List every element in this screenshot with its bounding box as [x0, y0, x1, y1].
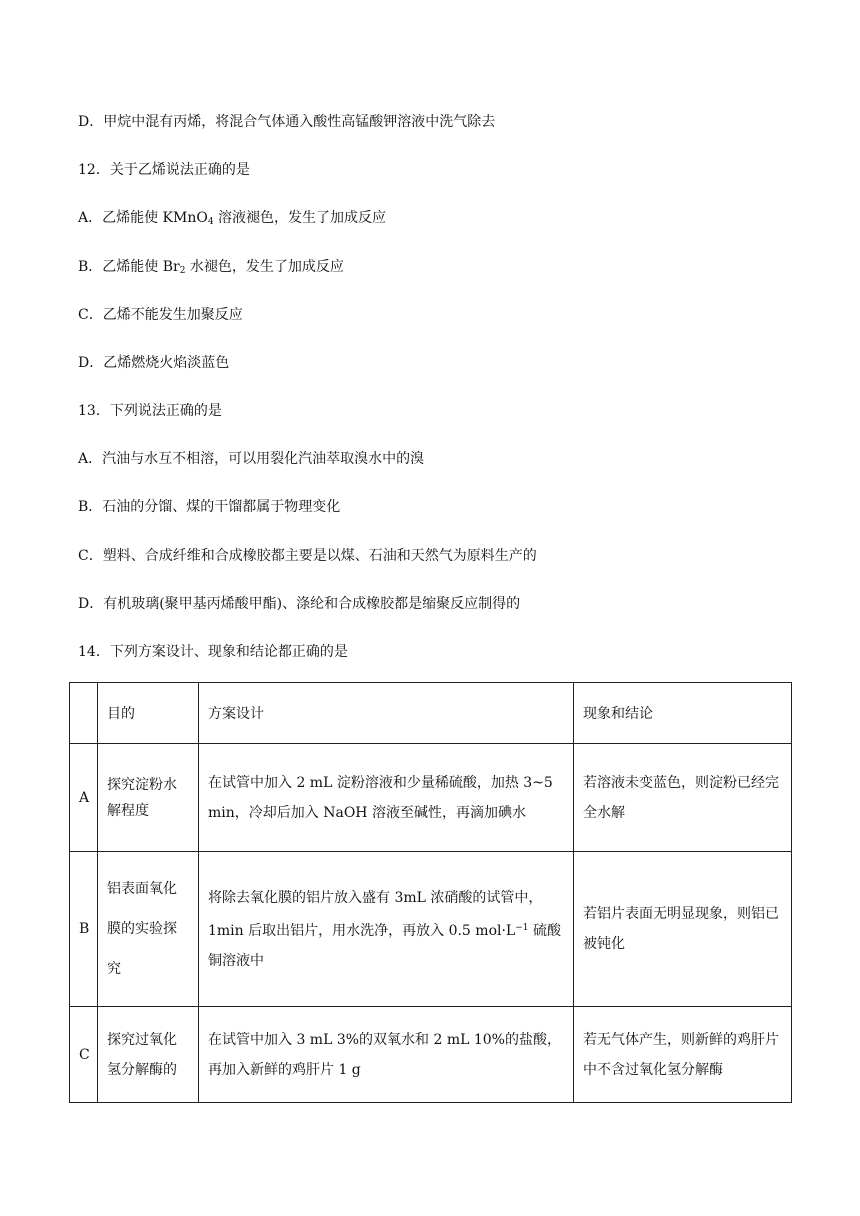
option-b-text-pre: B．乙烯能使 Br	[78, 259, 180, 275]
question-12-option-d: D．乙烯燃烧火焰淡蓝色	[78, 355, 230, 371]
table-header-row	[70, 683, 792, 744]
purpose-cell: 探究过氧化氢分解酶的	[98, 1007, 199, 1103]
table-row	[70, 1007, 792, 1103]
purpose-cell: 探究淀粉水解程度	[98, 744, 199, 852]
option-b-text-post: 水褪色，发生了加成反应	[185, 259, 344, 275]
row-label: C	[70, 1007, 98, 1103]
header-cell-result: 现象和结论	[574, 683, 792, 744]
question-12-option-c: C．乙烯不能发生加聚反应	[78, 307, 243, 323]
question-13-option-d: D．有机玻璃(聚甲基丙烯酸甲酯)、涤纶和合成橡胶都是缩聚反应制得的	[78, 596, 521, 612]
superscript: −1	[515, 922, 529, 933]
option-a-text-post: 溶液褪色，发生了加成反应	[213, 210, 387, 226]
plan-cell: 在试管中加入 2 mL 淀粉溶液和少量稀硫酸，加热 3~5 min，冷却后加入 NaOH 溶液至碱性，再滴加碘水	[199, 744, 574, 852]
header-cell-purpose: 目的	[98, 683, 199, 744]
table-row	[70, 744, 792, 852]
question-13-option-b: B．石油的分馏、煤的干馏都属于物理变化	[78, 499, 341, 515]
header-cell-plan: 方案设计	[199, 683, 574, 744]
result-cell: 若铝片表面无明显现象，则铝已被钝化	[574, 852, 792, 1007]
row-label: A	[70, 744, 98, 852]
question-13-option-a: A．汽油与水互不相溶，可以用裂化汽油萃取溴水中的溴	[78, 451, 425, 467]
question-14-stem: 14．下列方案设计、现象和结论都正确的是	[78, 644, 348, 660]
plan-cell: 在试管中加入 3 mL 3%的双氧水和 2 mL 10%的盐酸，再加入新鲜的鸡肝片 1 g	[199, 1007, 574, 1103]
question-12-stem: 12．关于乙烯说法正确的是	[78, 162, 250, 178]
subscript: 4	[207, 217, 214, 227]
purpose-cell: 铝表面氧化膜的实验探究	[98, 852, 199, 1007]
question-12-option-b	[78, 257, 344, 281]
header-cell-blank	[70, 683, 98, 744]
plan-text-post: 硫酸铜溶液中	[208, 922, 561, 969]
experiment-table	[69, 682, 792, 1103]
row-label: B	[70, 852, 98, 1007]
question-13-option-c: C．塑料、合成纤维和合成橡胶都主要是以煤、石油和天然气为原料生产的	[78, 548, 537, 564]
option-a-text-pre: A．乙烯能使 KMnO	[78, 210, 208, 226]
plan-text-pre: 将除去氧化膜的铝片放入盛有 3mL 浓硝酸的试管中，1min 后取出铝片，用水洗净，再放入 0.5 mol·L	[208, 889, 543, 939]
question-11-option-d: D．甲烷中混有丙烯，将混合气体通入酸性高锰酸钾溶液中洗气除去	[78, 114, 496, 130]
plan-cell	[199, 852, 574, 1007]
table-row	[70, 852, 792, 1007]
question-13-stem: 13．下列说法正确的是	[78, 403, 222, 419]
question-12-option-a	[78, 208, 386, 232]
result-cell: 若溶液未变蓝色，则淀粉已经完全水解	[574, 744, 792, 852]
result-cell: 若无气体产生，则新鲜的鸡肝片中不含过氧化氢分解酶	[574, 1007, 792, 1103]
subscript: 2	[179, 266, 186, 276]
